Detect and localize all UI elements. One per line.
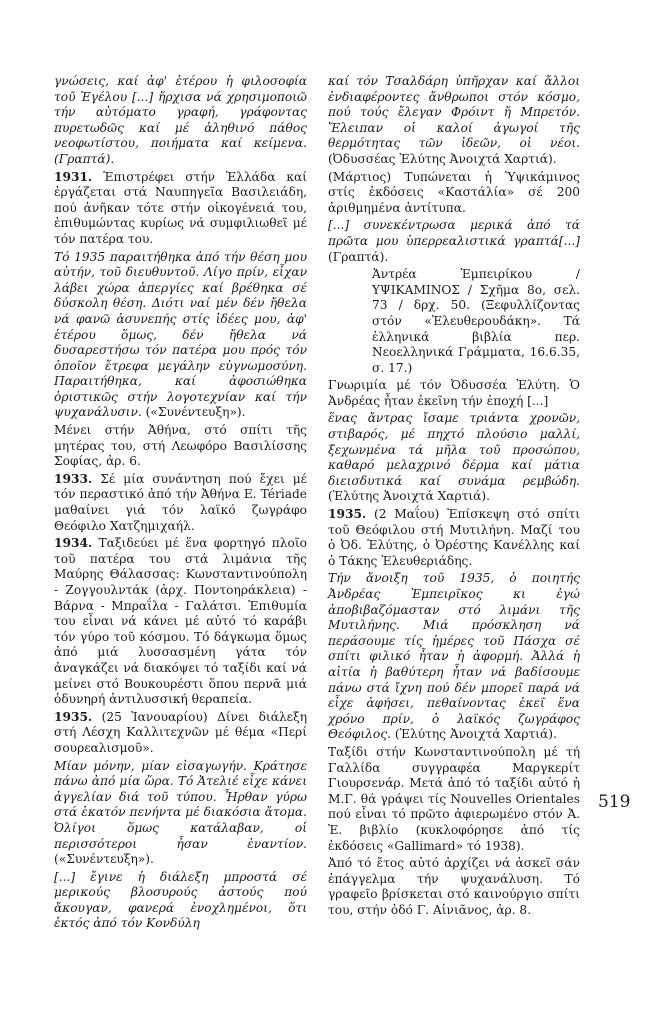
paragraph	[54, 74, 307, 168]
bibliographic-note	[328, 267, 580, 376]
quote-text: καί τόν Τσαλδάρη ὑπῆρχαν καί ἄλλοι ἐνδιαφέροντες ἄνθρωποι στόν κόσμο, πού τούς ἔλεγαν Φρόιντ ἤ Μπρετόν. Ἔλειπαν οἱ καλοί ἀγωγοί τῆς θερμότητας τῶν ἰδεῶν, οἱ νέοι.	[328, 74, 580, 151]
body-text: Ἀντρέα Ἐμπειρίκου / ΥΨΙΚΑΜΙΝΟΣ / Σχῆμα 8ο, σελ. 73 / δρχ. 50. (Ξεφυλλίζοντας στόν «Ἐλευθερουδάκη». Τά ἑλληνικά βιβλία περ. Νεοελληνικά Γράμματα, 16.6.35, σ. 17.)	[372, 267, 580, 375]
page-number: 519	[598, 792, 631, 812]
body-text: Ταξιδεύει μέ ἕνα φορτηγό πλοῖο τοῦ πατέρα του στά λιμάνια τῆς Μαύρης Θάλασσας: Κωνσταντινούπολη - Ζογγουλντάκ (ἀρχ. Ποντοηράκλεια) - Βάρνα - Μπραΐλα - Γαλάτσι. Ἐπιθυμία του εἶναι νά κάνει μέ αὐτό τό καράβι τόν γύρο τοῦ κόσμου. Τό δάγκωμα ὅμως ἀπό μιά λυσσασμένη γάτα τόν ἀναγκάζει νά διακόψει τό ταξίδι καί νά μείνει στό Βουκουρέστι ὅπου περνᾶ μιά ὀδυνηρή ἀντιλυσσική θεραπεία.	[54, 536, 307, 707]
quote-text: Τήν ἄνοιξη τοῦ 1935, ὁ ποιητής Ἀνδρέας Ἐμπειρῖκος κι ἐγώ ἀποβιβαζόμασταν στό λιμάνι τῆς Μυτιλήνης. Μιά πρόσκληση νά περάσουμε τίς ἡμέρες τοῦ Πάσχα σέ σπίτι φιλικό ἦταν ἡ ἀφορμή. Ἀλλά ἡ αἰτία ἡ βαθύτερη ἦταν νά βαδίσουμε πάνω στά ἴχνη πού δέν μπορεῖ παρά νά εἶχε ἀφήσει, πεθαίνοντας ἐκεῖ ἕνα χρόνο πρίν, ὁ λαϊκός ζωγράφος Θεόφιλος.	[328, 571, 580, 742]
paragraph	[328, 856, 580, 918]
paragraph	[328, 170, 580, 217]
body-text: Ἀπό τό ἔτος αὐτό ἀρχίζει νά ἀσκεῖ σάν ἐπάγγελμα τήν ψυχανάλυση. Τό γραφεῖο βρίσκεται στό καινούργιο σπίτι του, στήν ὁδό Γ. Αἰνιᾶνος, ἀρ. 8.	[328, 856, 580, 917]
paragraph	[54, 170, 307, 248]
quote-text: ἕνας ἄντρας ἴσαμε τριάντα χρονῶν, στιβαρός, μέ πηχτό πλούσιο μαλλί, ξεχωνμένα τά μῆλα τοῦ προσώπου, καθαρό μελαχρινό δέρμα καί μάτια διεισδυτικά καί συνάμα ρεμβώδη.	[328, 411, 580, 488]
right-column	[328, 74, 580, 920]
source-citation: (Ἐλύτης Ἀνοιχτά Χαρτιά).	[328, 489, 491, 504]
paragraph	[328, 378, 580, 409]
paragraph	[54, 536, 307, 708]
body-text: Γνωριμία μέ τόν Ὀδυσσέα Ἐλύτη. Ὁ Ἀνδρέας ἦταν ἐκεῖνη τήν ἐποχή [...]	[328, 378, 580, 408]
body-text: Ταξίδι στήν Κωνσταντινούπολη μέ τή Γαλλίδα συγγραφέα Μαργκερίτ Γιουρσενάρ. Μετά ἀπό τό ταξίδι αὐτό ἡ Μ.Γ. θά γράψει τίς Nouvelles Orientales πού εἶναι τό πρῶτο ἀφιερωμένο στόν Ἀ. Ἐ. βιβλίο (κυκλοφόρησε ἀπό τίς ἐκδόσεις «Gallimard» τό 1938).	[328, 744, 580, 853]
source-citation: (Ὀδυσσέας Ἐλύτης Ἀνοιχτά Χαρτιά).	[328, 151, 557, 166]
year-heading: 1935.	[328, 507, 367, 522]
body-text: (2 Μαΐου) Ἐπίσκεψη στό σπίτι τοῦ Θεόφιλου στή Μυτιλήνη. Μαζί του ὁ Ὀδ. Ἐλύτης, ὁ Ὀρέστης Κανέλλης καί ὁ Τάκης Ἐλευθεριάδης.	[328, 507, 580, 568]
paragraph	[54, 423, 307, 470]
body-text: Ἐπιστρέφει στήν Ἑλλάδα καί ἐργάζεται στά Ναυπηγεῖα Βασιλειάδη, πού ἀνῆκαν τότε στήν οἰκογένειά του, ἐπιθυμώντας κυρίως νά συμφιλιωθεῖ μέ τόν πατέρα του.	[54, 169, 307, 246]
year-heading: 1933.	[54, 471, 93, 486]
source-citation: (Ἐλύτης Ἀνοιχτά Χαρτιά).	[390, 727, 557, 742]
paragraph	[54, 710, 307, 757]
left-column	[54, 74, 307, 934]
body-text: Μένει στήν Ἀθήνα, στό σπίτι τῆς μητέρας του, στή Λεωφόρο Βασιλίσσης Σοφίας, ἀρ. 6.	[54, 423, 307, 469]
year-heading: 1935.	[54, 709, 93, 724]
paragraph	[54, 472, 307, 534]
body-text: Σέ μία συνάντηση πού ἔχει μέ τόν περαστικό ἀπό τήν Ἀθήνα E. Tériade μαθαίνει γιά τόν λαϊκό ζωγράφο Θεόφιλο Χατζημιχαήλ.	[54, 471, 307, 533]
paragraph	[328, 411, 580, 505]
source-citation: (Γραπτά).	[328, 249, 389, 264]
paragraph	[328, 571, 580, 743]
body-text: (Μάρτιος) Τυπώνεται ἡ Ὑψικάμινος στίς ἐκδόσεις «Καστάλία» σέ 200 ἀριθμημένα ἀντίτυπα.	[328, 169, 580, 215]
quote-text: Τό 1935 παραιτήθηκα ἀπό τήν θέση μου αὐτήν, τοῦ διευθυντοῦ. Λίγο πρίν, εἶχαν λάβει χώρα ἀπεργίες καί βρέθηκα σέ δύσκολη θέση. Διότι ναί μέν δέν ἤθελα νά φανῶ ἀσυνεπής στίς ἰδέες μου, ἀφ' ἑτέρου ὅμως, δέν ἤθελα νά δυσαρεστήσω τόν πατέρα μου πρός τόν ὁποῖον ἔτρεφα μεγάλην εὐγνωμοσύνη. Παραιτήθηκα, καί ἀφοσιώθηκα ὁριστικῶς στήν λογοτεχνίαν καί τήν ψυχανάλυσιν.	[54, 249, 307, 420]
paragraph	[328, 745, 580, 854]
quote-text: [...] ἔγινε ἡ διάλεξη μπροστά σέ μερικούς βλοσυρούς ἀστούς πού ἄκουγαν, φανερά ἐνοχλημένοι, ὅτι ἐκτός ἀπό τόν Κονδύλη	[54, 869, 307, 931]
year-heading: 1934.	[54, 536, 93, 551]
paragraph	[54, 759, 307, 868]
body-text: (25 Ἰανουαρίου) Δίνει διάλεξη στή Λέσχη Καλλιτεχνῶν μέ θέμα «Περί σουρεαλισμοῦ».	[54, 709, 307, 755]
source-citation: («Συνέντευξη»).	[141, 405, 246, 420]
paragraph	[328, 74, 580, 168]
quote-text: γνώσεις, καί ἀφ' ἑτέρου ἡ φιλοσοφία τοῦ Ἐγέλου [...] ἤρχισα νά χρησιμοποιῶ τήν αὐτόματο γραφή, γράφοντας πυρετωδῶς καί μέ ἀληθινό πάθος νεοφωτίστου, ποιήματα καί κείμενα. (Γραπτά).	[54, 74, 307, 166]
quote-text: Μίαν μόνην, μίαν εἰσαγωγήν. Κράτησε πάνω ἀπό μία ὥρα. Τό Ἀτελιέ εἶχε κάνει ἀγγελίαν διά τοῦ τύπου. Ἦρθαν γύρω στά ἑκατόν πενήντα μέ διακόσια ἄτομα. Ὀλίγοι ὅμως κατάλαβαν, οἱ περισσότεροι ἦσαν ἐναντίον.	[54, 758, 307, 851]
paragraph	[328, 507, 580, 569]
source-citation: («Συνέντευξη»).	[54, 852, 154, 867]
paragraph	[54, 250, 307, 422]
paragraph	[328, 218, 580, 265]
quote-text: [...] συνεκέντρωσα μερικά ἀπό τά πρῶτα μου ὑπερρεαλιστικά γραπτά[...]	[328, 218, 580, 248]
year-heading: 1931.	[54, 169, 93, 184]
paragraph	[54, 870, 307, 932]
